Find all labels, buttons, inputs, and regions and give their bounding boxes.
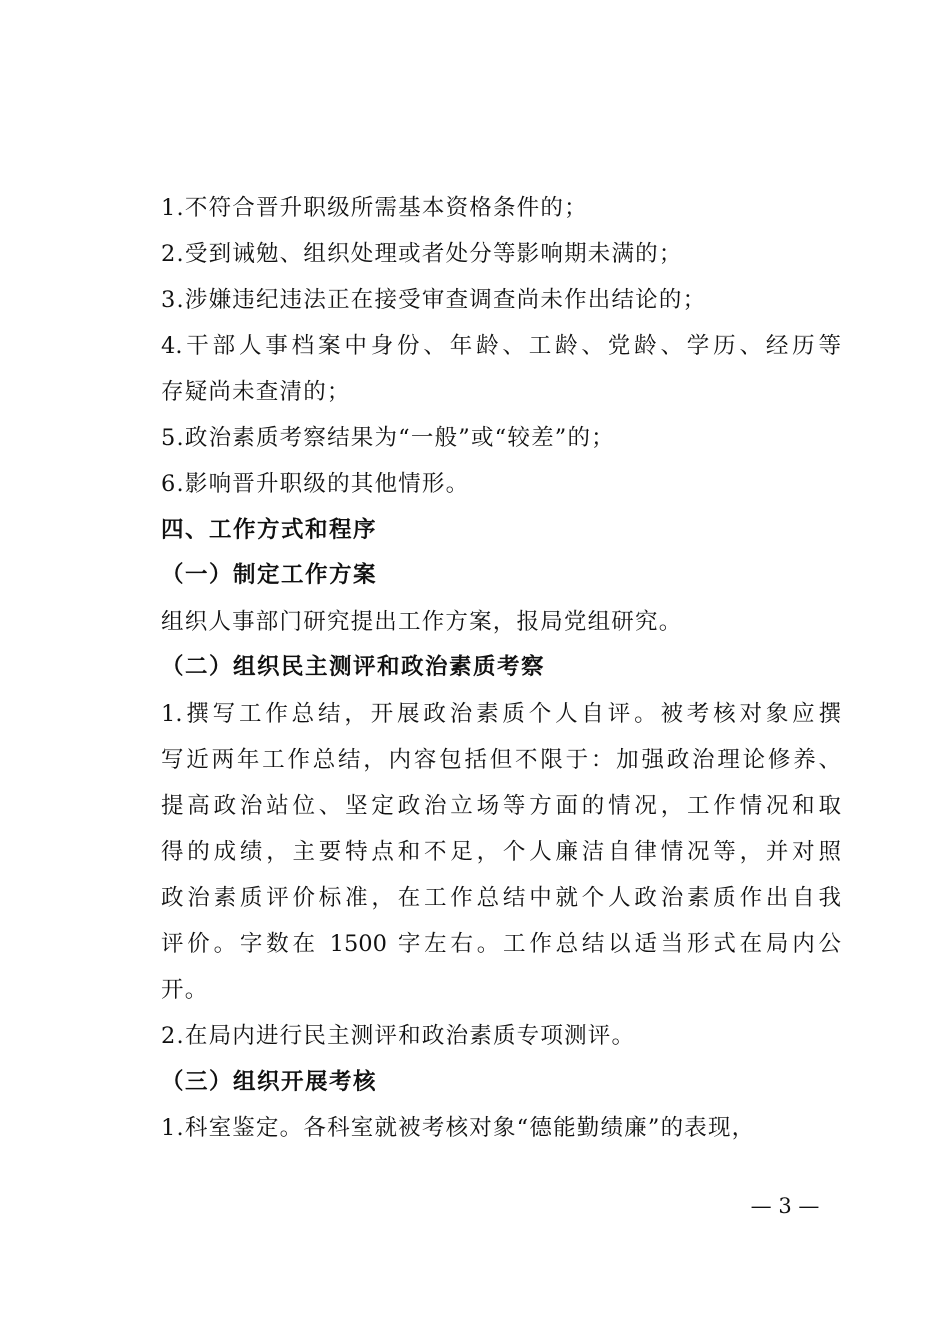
page-number: — 3 — [750, 1194, 820, 1218]
paragraph-line: 政治素质评价标准，在工作总结中就个人政治素质作出自我 [161, 885, 841, 911]
list-item-continuation: 存疑尚未查清的； [161, 379, 351, 405]
paragraph-line: 得的成绩，主要特点和不足，个人廉洁自律情况等，并对照 [161, 839, 841, 865]
list-item: 6.影响晋升职级的其他情形。 [161, 471, 470, 497]
paragraph-line: 提高政治站位、坚定政治立场等方面的情况，工作情况和取 [161, 793, 841, 819]
list-item: 5.政治素质考察结果为“一般”或“较差”的； [161, 425, 615, 451]
list-item: 1.不符合晋升职级所需基本资格条件的； [161, 195, 588, 221]
list-item: 2.受到诫勉、组织处理或者处分等影响期未满的； [161, 241, 683, 267]
paragraph-line: 评价。字数在 1500 字左右。工作总结以适当形式在局内公 [161, 931, 841, 957]
list-item: 1.科室鉴定。各科室就被考核对象“德能勤绩廉”的表现， [161, 1115, 756, 1141]
paragraph-line: 开。 [161, 977, 209, 1003]
list-item: 4.干部人事档案中身份、年龄、工龄、党龄、学历、经历等 [161, 333, 841, 359]
paragraph-line: 组织人事部门研究提出工作方案，报局党组研究。 [161, 609, 683, 635]
section-heading: 四、工作方式和程序 [161, 517, 378, 543]
list-item: 3.涉嫌违纪违法正在接受审查调查尚未作出结论的； [161, 287, 707, 313]
subsection-title: （三）组织开展考核 [161, 1069, 378, 1095]
subsection-title: （二）组织民主测评和政治素质考察 [161, 654, 546, 680]
subsection-title: （一）制定工作方案 [161, 562, 378, 588]
paragraph-line: 1.撰写工作总结，开展政治素质个人自评。被考核对象应撰 [161, 701, 841, 727]
list-item: 2.在局内进行民主测评和政治素质专项测评。 [161, 1023, 636, 1049]
paragraph-line: 写近两年工作总结，内容包括但不限于：加强政治理论修养、 [161, 747, 841, 773]
